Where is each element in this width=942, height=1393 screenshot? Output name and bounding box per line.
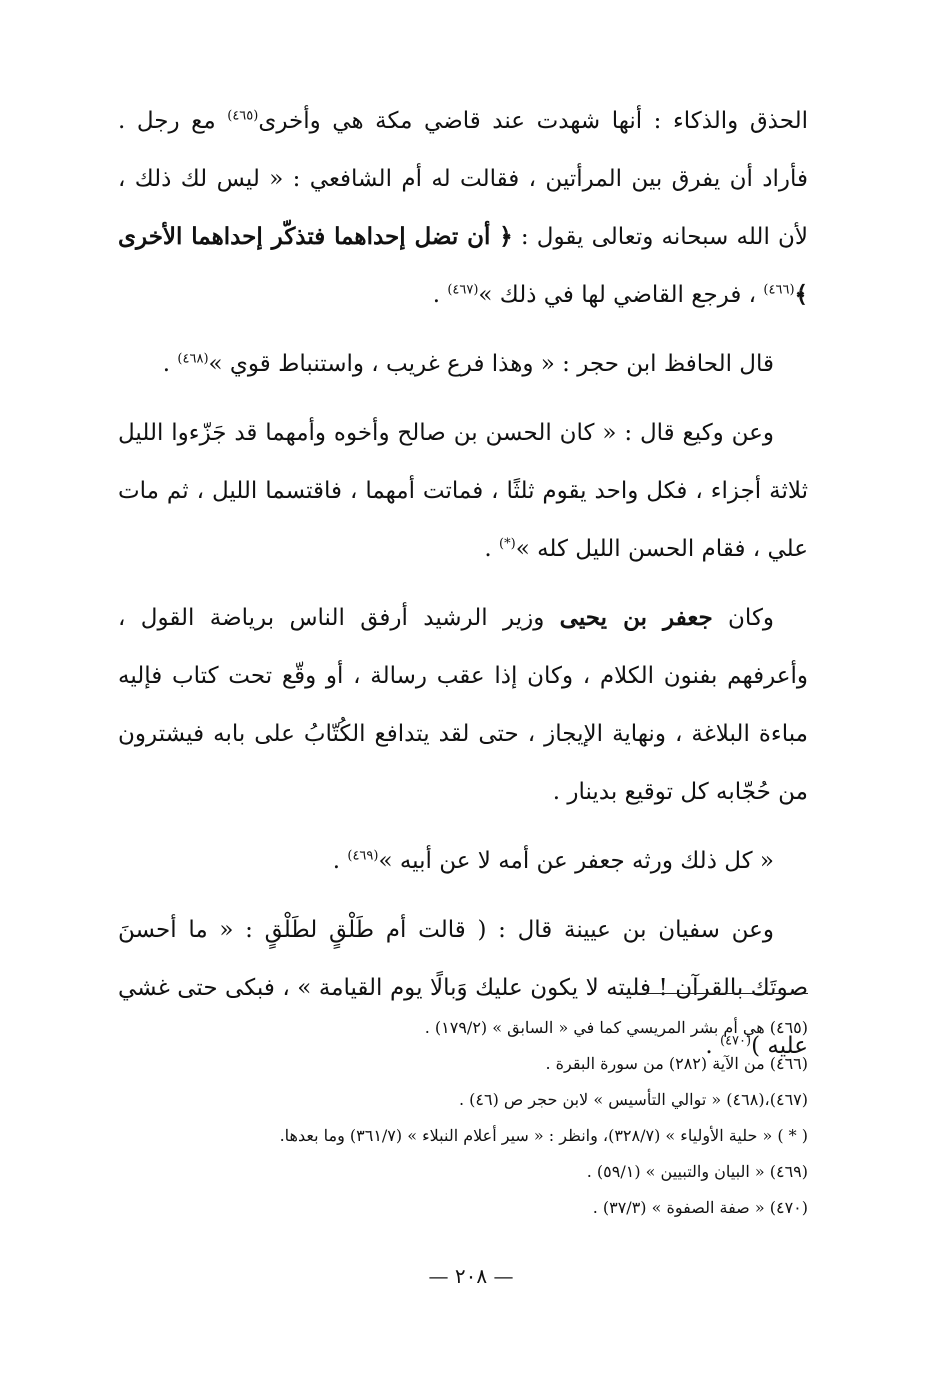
text-run: مع رجل . فأراد أن يفرق بين المرأتين ، فقالت له أم الشافعي : « ليس لك ذلك ، لأن الله سبحانه وتعالى يقول : (118, 108, 808, 250)
text-run: ، فرجع القاضي لها في ذلك » (478, 282, 764, 308)
footnote-marker: (٤٦٥) (227, 108, 259, 124)
footnotes (108, 1010, 808, 1226)
text-run: . (432, 282, 448, 308)
footnote: (٤٧٠) « صفة الصفوة » (٣٧/٣) . (592, 1198, 808, 1217)
page-number: — ٢٠٨ — (428, 1264, 514, 1288)
emphasized-text: جعفر بن يحيى (559, 604, 713, 631)
footnote: (٤٦٧)،(٤٦٨) « توالي التأسيس » لابن حجر ص (٤٦) . (458, 1090, 808, 1109)
paragraph (118, 589, 808, 821)
paragraph (118, 335, 808, 393)
footnote-marker: (٤٧٠) (719, 1033, 752, 1049)
footnote-marker: (٤٦٩) (347, 848, 379, 864)
paragraph (118, 92, 808, 324)
footnote-marker: (*) (499, 536, 516, 552)
text-run: « كل ذلك ورثه جعفر عن أمه لا عن أبيه » (378, 848, 774, 874)
footnote-separator (612, 993, 808, 994)
footnote-marker: (٤٦٨) (177, 351, 209, 367)
text-run: . (484, 536, 500, 562)
text-run: الحذق والذكاء : أنها شهدت عند قاضي مكة هي وأخرى (258, 108, 808, 134)
text-run: وكان (712, 605, 774, 631)
paragraph (118, 832, 808, 890)
footnote: (٤٦٩) « البيان والتبيين » (٥٩/١) . (586, 1162, 808, 1181)
emphasized-text: ﴿ أن تضل إحداهما فتذكّر إحداهما الأخرى ﴾ (118, 223, 808, 308)
text-run: وعن وكيع قال : « كان الحسن بن صالح وأخوه وأمهما قد جَزّءوا الليل ثلاثة أجزاء ، فكل واحد يقوم ثلثًا ، فماتت أمهما ، فاقتسما الليل ، ثم مات علي ، فقام الحسن الليل كله » (118, 420, 808, 562)
footnote: (٤٦٦) من الآية (٢٨٢) من سورة البقرة . (545, 1054, 808, 1073)
footnote: ( * ) « حلية الأولياء » (٣٢٨/٧)، وانظر : « سير أعلام النبلاء » (٣٦١/٧) وما بعدها. (279, 1126, 808, 1145)
text-run: قال الحافظ ابن حجر : « وهذا فرع غريب ، واستنباط قوي » (208, 351, 774, 377)
text-run: وزير الرشيد أرفق الناس برياضة القول ، وأعرفهم بفنون الكلام ، وكان إذا عقب رسالة ، أو وقّع تحت كتاب فإليه مباءة البلاغة ، ونهاية الإيجاز ، حتى لقد يتدافع الكُتّابُ على بابه فيشترون من حُجّابه كل توقيع بدينار . (118, 605, 808, 805)
paragraph (118, 404, 808, 578)
text-run: . (332, 848, 348, 874)
footnote-marker: (٤٦٦) (763, 282, 795, 298)
text-run: . (162, 351, 178, 377)
text-run: . (705, 1033, 720, 1059)
footnote-marker: (٤٦٧) (447, 282, 479, 298)
footnote: (٤٦٥) هي أم بشر المريسي كما في « السابق » (١٧٩/٢) . (424, 1018, 808, 1037)
text-run: وعن سفيان بن عيينة قال : ( قالت أم طَلْقٍ لطَلْقٍ : « ما أحسنَ صوتَك بالقرآن ! فليته لا يكون عليك وَبالًا يوم القيامة » ، فبكى حتى غشي عليه ) (118, 917, 808, 1059)
main-text (118, 92, 808, 1086)
